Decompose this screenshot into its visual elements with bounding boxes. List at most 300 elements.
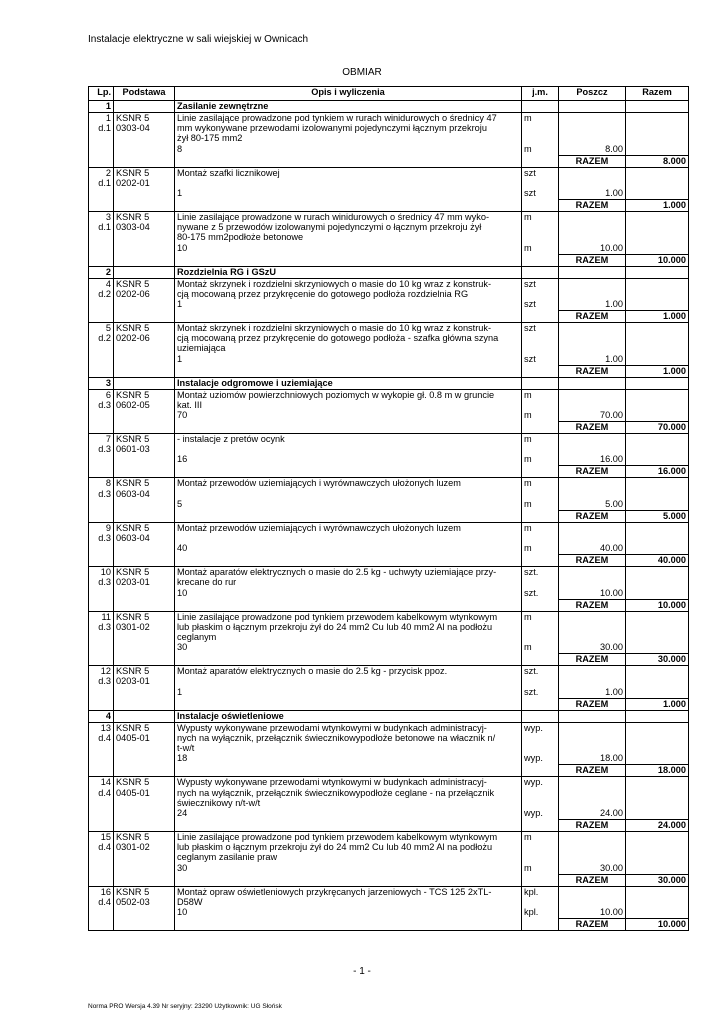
item-poszcz: 10.00: [559, 907, 626, 919]
razem-empty: [175, 874, 522, 886]
section-row: [89, 101, 689, 113]
item-description-line: D58W: [175, 897, 522, 907]
razem-row: [89, 654, 689, 666]
item-calculation: 18: [175, 753, 522, 765]
item-empty: [522, 676, 559, 686]
razem-empty: [114, 311, 175, 323]
item-number: 13: [89, 722, 114, 733]
item-empty: [559, 611, 626, 622]
item-code: 0301-02: [114, 842, 175, 852]
razem-empty: [114, 819, 175, 831]
item-code: 0203-01: [114, 577, 175, 587]
razem-empty: [175, 654, 522, 666]
item-chapter: d.1: [89, 222, 114, 232]
item-calculation: 1: [175, 687, 522, 699]
razem-empty: [114, 918, 175, 930]
item-empty: [626, 343, 689, 353]
razem-value: 10.000: [626, 918, 689, 930]
item-description-line: Montaż uziomów powierzchniowych poziomych w wykopie gł. 0.8 m w gruncie: [175, 389, 522, 400]
razem-value: 1.000: [626, 365, 689, 377]
item-empty: [626, 611, 689, 622]
section-empty: [522, 266, 559, 278]
item-empty: [522, 577, 559, 587]
razem-empty: [175, 365, 522, 377]
document-header: Instalacje elektryczne w sali wiejskiej w Ownicach: [88, 34, 309, 45]
item-empty: [522, 489, 559, 499]
item-empty: [89, 588, 114, 600]
item-empty: [626, 798, 689, 808]
quantity-row: [89, 499, 689, 511]
section-title: Zasilanie zewnętrzne: [175, 101, 522, 113]
item-calculation: 10: [175, 588, 522, 600]
razem-row: [89, 555, 689, 567]
table-row: [89, 123, 689, 133]
item-number: 8: [89, 478, 114, 489]
item-description-line: Montaż przewodów uziemiających i wyrównawczych ułożonych luzem: [175, 522, 522, 533]
razem-value: 1.000: [626, 698, 689, 710]
item-empty: [626, 886, 689, 897]
item-empty: [626, 410, 689, 422]
item-empty: [522, 178, 559, 188]
item-description-line: lub płaskim o łącznym przekroju żył do 24 mm2 Cu lub 40 mm2 Al na podłożu: [175, 842, 522, 852]
item-empty: [626, 676, 689, 686]
section-empty: [114, 710, 175, 722]
section-title: Rozdzielnia RG i GSzU: [175, 266, 522, 278]
item-code: 0405-01: [114, 733, 175, 743]
razem-empty: [114, 765, 175, 777]
item-description-line: Wypusty wykonywane przewodami wtynkowymi w budynkach administracyj-: [175, 777, 522, 788]
table-row: [89, 289, 689, 299]
section-number: 3: [89, 377, 114, 389]
section-empty: [114, 101, 175, 113]
razem-empty: [89, 698, 114, 710]
razem-empty: [114, 510, 175, 522]
item-description-line: - instalacje z pretów ocynk: [175, 434, 522, 445]
item-number: 7: [89, 434, 114, 445]
item-empty: [114, 687, 175, 699]
razem-row: [89, 698, 689, 710]
item-calculation: 40: [175, 543, 522, 555]
item-empty: [559, 886, 626, 897]
razem-empty: [89, 254, 114, 266]
table-row: [89, 842, 689, 852]
item-description-line: Linie zasilające prowadzone w rurach winidurowych o średnicy 47 mm wyko-: [175, 212, 522, 223]
software-footer: Norma PRO Wersja 4.39 Nr seryjny: 23290 Użytkownik: UG Słońsk: [88, 1003, 282, 1010]
item-description-line: [175, 489, 522, 499]
razem-empty: [522, 918, 559, 930]
item-empty: [626, 499, 689, 511]
razem-row: [89, 765, 689, 777]
item-empty: [559, 400, 626, 410]
razem-empty: [114, 155, 175, 167]
item-chapter: d.1: [89, 178, 114, 188]
item-empty: [522, 333, 559, 343]
item-empty: [626, 489, 689, 499]
section-empty: [559, 266, 626, 278]
item-empty: [626, 144, 689, 156]
item-chapter: [89, 632, 114, 642]
item-empty: [559, 222, 626, 232]
section-empty: [559, 710, 626, 722]
razem-empty: [89, 510, 114, 522]
item-empty: [522, 533, 559, 543]
quantity-row: [89, 188, 689, 200]
item-description-line: Montaż skrzynek i rozdzielni skrzyniowych o masie do 10 kg wraz z konstruk-: [175, 323, 522, 334]
razem-empty: [522, 365, 559, 377]
section-empty: [626, 101, 689, 113]
section-empty: [559, 377, 626, 389]
item-calc-unit: m: [522, 642, 559, 654]
razem-label: RAZEM: [559, 654, 626, 666]
item-empty: [626, 222, 689, 232]
razem-empty: [175, 918, 522, 930]
column-header-lp: Lp.: [89, 87, 114, 101]
item-description-line: Linie zasilające prowadzone pod tynkiem w rurach winidurowych o średnicy 47: [175, 113, 522, 124]
item-calculation: 10: [175, 907, 522, 919]
item-empty: [626, 232, 689, 242]
item-calculation: 8: [175, 144, 522, 156]
item-empty: [626, 666, 689, 677]
item-empty: [114, 410, 175, 422]
item-unit: m: [522, 113, 559, 124]
item-empty: [114, 188, 175, 200]
item-description-line: Montaż szafki licznikowej: [175, 167, 522, 178]
razem-label: RAZEM: [559, 874, 626, 886]
item-catalog: KSNR 5: [114, 611, 175, 622]
razem-value: 24.000: [626, 819, 689, 831]
razem-row: [89, 819, 689, 831]
section-row: [89, 266, 689, 278]
razem-value: 30.000: [626, 874, 689, 886]
section-empty: [626, 266, 689, 278]
razem-empty: [114, 599, 175, 611]
item-code: 0603-04: [114, 489, 175, 499]
razem-label: RAZEM: [559, 599, 626, 611]
quantity-row: [89, 144, 689, 156]
item-chapter: d.2: [89, 289, 114, 299]
razem-row: [89, 874, 689, 886]
razem-label: RAZEM: [559, 311, 626, 323]
item-description-line: Montaż aparatów elektrycznych o masie do 2.5 kg - uchwyty uziemiające przy-: [175, 567, 522, 578]
item-chapter: d.3: [89, 533, 114, 543]
razem-row: [89, 155, 689, 167]
table-row: [89, 886, 689, 897]
item-empty: [626, 852, 689, 862]
razem-value: 18.000: [626, 765, 689, 777]
item-empty: [559, 489, 626, 499]
table-row: [89, 676, 689, 686]
razem-empty: [175, 698, 522, 710]
razem-label: RAZEM: [559, 918, 626, 930]
razem-empty: [89, 200, 114, 212]
item-catalog: KSNR 5: [114, 167, 175, 178]
table-row: [89, 133, 689, 143]
item-calc-unit: kpl.: [522, 907, 559, 919]
item-empty: [626, 167, 689, 178]
razem-empty: [89, 422, 114, 434]
item-catalog: KSNR 5: [114, 777, 175, 788]
item-empty: [522, 232, 559, 242]
item-chapter: d.3: [89, 444, 114, 454]
razem-empty: [522, 311, 559, 323]
item-chapter: d.4: [89, 788, 114, 798]
item-number: 11: [89, 611, 114, 622]
razem-empty: [175, 200, 522, 212]
table-row: [89, 733, 689, 743]
razem-value: 70.000: [626, 422, 689, 434]
item-empty: [522, 852, 559, 862]
item-unit: m: [522, 831, 559, 842]
item-empty: [89, 410, 114, 422]
razem-value: 10.000: [626, 599, 689, 611]
item-poszcz: 5.00: [559, 499, 626, 511]
item-poszcz: 1.00: [559, 299, 626, 311]
item-empty: [559, 278, 626, 289]
item-empty: [522, 842, 559, 852]
razem-empty: [89, 555, 114, 567]
item-number: 12: [89, 666, 114, 677]
column-header-opis: Opis i wyliczenia: [175, 87, 522, 101]
item-empty: [522, 289, 559, 299]
table-row: [89, 777, 689, 788]
item-catalog: KSNR 5: [114, 434, 175, 445]
item-code: 0602-05: [114, 400, 175, 410]
item-unit: wyp.: [522, 722, 559, 733]
razem-empty: [114, 698, 175, 710]
item-description-line: Montaż skrzynek i rozdzielni skrzyniowych o masie do 10 kg wraz z konstruk-: [175, 278, 522, 289]
razem-value: 30.000: [626, 654, 689, 666]
quantity-row: [89, 863, 689, 875]
column-header-razem: Razem: [626, 87, 689, 101]
table-row: [89, 577, 689, 587]
section-empty: [114, 377, 175, 389]
item-catalog: KSNR 5: [114, 522, 175, 533]
item-empty: [559, 178, 626, 188]
item-empty: [559, 343, 626, 353]
item-unit: szt.: [522, 567, 559, 578]
table-row: [89, 743, 689, 753]
razem-empty: [114, 200, 175, 212]
item-empty: [626, 178, 689, 188]
item-empty: [89, 454, 114, 466]
section-empty: [114, 266, 175, 278]
item-code: 0202-01: [114, 178, 175, 188]
item-code: 0202-06: [114, 289, 175, 299]
table-row: [89, 798, 689, 808]
item-number: 2: [89, 167, 114, 178]
razem-row: [89, 422, 689, 434]
razem-row: [89, 599, 689, 611]
item-description-line: krecane do rur: [175, 577, 522, 587]
razem-empty: [89, 311, 114, 323]
item-chapter: d.3: [89, 577, 114, 587]
razem-value: 40.000: [626, 555, 689, 567]
razem-empty: [114, 422, 175, 434]
item-number: 16: [89, 886, 114, 897]
table-row: [89, 831, 689, 842]
item-empty: [522, 897, 559, 907]
item-unit: m: [522, 389, 559, 400]
table-row: [89, 178, 689, 188]
item-empty: [114, 863, 175, 875]
item-code: 0303-04: [114, 222, 175, 232]
table-row: [89, 522, 689, 533]
item-description-line: nych na wyłącznik, przełącznik świecznikowypodłoże betonowe na włacznik n/: [175, 733, 522, 743]
item-poszcz: 40.00: [559, 543, 626, 555]
item-description-line: żył 80-175 mm2: [175, 133, 522, 143]
razem-empty: [522, 155, 559, 167]
item-empty: [626, 113, 689, 124]
quantity-row: [89, 454, 689, 466]
table-row: [89, 113, 689, 124]
item-empty: [89, 907, 114, 919]
item-description-line: Montaż aparatów elektrycznych o masie do 2.5 kg - przycisk ppoz.: [175, 666, 522, 677]
item-empty: [626, 753, 689, 765]
razem-value: 1.000: [626, 200, 689, 212]
item-catalog: KSNR 5: [114, 722, 175, 733]
quantity-row: [89, 687, 689, 699]
item-chapter: d.4: [89, 733, 114, 743]
item-number: 1: [89, 113, 114, 124]
table-row: [89, 622, 689, 632]
section-empty: [522, 101, 559, 113]
item-code: 0301-02: [114, 622, 175, 632]
section-title: Instalacje oświetleniowe: [175, 710, 522, 722]
item-poszcz: 16.00: [559, 454, 626, 466]
table-row: [89, 343, 689, 353]
column-header-poszcz: Poszcz: [559, 87, 626, 101]
item-calculation: 10: [175, 243, 522, 255]
item-calc-unit: m: [522, 863, 559, 875]
item-empty: [559, 632, 626, 642]
section-number: 2: [89, 266, 114, 278]
item-empty: [559, 123, 626, 133]
item-description-line: lub płaskim o łącznym przekroju żył do 24 mm2 Cu lub 40 mm2 Al na podłożu: [175, 622, 522, 632]
item-description-line: [175, 676, 522, 686]
item-code: 0202-06: [114, 333, 175, 343]
item-unit: m: [522, 611, 559, 622]
razem-empty: [175, 765, 522, 777]
item-empty: [114, 588, 175, 600]
item-empty: [522, 222, 559, 232]
razem-empty: [175, 466, 522, 478]
quantity-row: [89, 354, 689, 366]
item-chapter: [89, 743, 114, 753]
razem-label: RAZEM: [559, 155, 626, 167]
item-empty: [626, 632, 689, 642]
razem-label: RAZEM: [559, 254, 626, 266]
item-empty: [89, 299, 114, 311]
item-empty: [114, 144, 175, 156]
item-empty: [559, 743, 626, 753]
item-poszcz: 30.00: [559, 642, 626, 654]
item-chapter: d.3: [89, 676, 114, 686]
item-code: 0203-01: [114, 676, 175, 686]
razem-value: 16.000: [626, 466, 689, 478]
item-empty: [89, 499, 114, 511]
item-empty: [626, 722, 689, 733]
item-catalog: KSNR 5: [114, 886, 175, 897]
item-catalog: KSNR 5: [114, 389, 175, 400]
table-row: [89, 212, 689, 223]
item-description-line: 80-175 mm2podłoże betonowe: [175, 232, 522, 242]
item-poszcz: 70.00: [559, 410, 626, 422]
table-row: [89, 788, 689, 798]
item-empty: [559, 622, 626, 632]
razem-label: RAZEM: [559, 466, 626, 478]
item-chapter: d.3: [89, 489, 114, 499]
item-description-line: Wypusty wykonywane przewodami wtynkowymi w budynkach administracyj-: [175, 722, 522, 733]
item-empty: [559, 577, 626, 587]
razem-empty: [89, 365, 114, 377]
item-empty: [522, 622, 559, 632]
razem-label: RAZEM: [559, 698, 626, 710]
item-calculation: 16: [175, 454, 522, 466]
item-empty: [522, 343, 559, 353]
razem-row: [89, 918, 689, 930]
item-empty: [89, 543, 114, 555]
item-description-line: kat. III: [175, 400, 522, 410]
razem-empty: [522, 599, 559, 611]
item-calc-unit: wyp.: [522, 753, 559, 765]
item-catalog: KSNR 5: [114, 831, 175, 842]
item-calc-unit: m: [522, 499, 559, 511]
item-empty: [559, 113, 626, 124]
razem-row: [89, 200, 689, 212]
item-empty: [626, 788, 689, 798]
item-description-line: Montaż opraw oświetleniowych przykręcanych jarzeniowych - TCS 125 2xTL-: [175, 886, 522, 897]
razem-empty: [175, 599, 522, 611]
item-empty: [89, 188, 114, 200]
quantity-row: [89, 642, 689, 654]
item-description-line: nych na wyłącznik, przełącznik świecznikowypodłoże ceglane - na przełącznik: [175, 788, 522, 798]
item-description-line: ceglanym: [175, 632, 522, 642]
razem-empty: [89, 765, 114, 777]
item-unit: kpl.: [522, 886, 559, 897]
item-empty: [522, 788, 559, 798]
item-calculation: 1: [175, 188, 522, 200]
item-unit: m: [522, 212, 559, 223]
item-empty: [559, 434, 626, 445]
item-empty: [559, 323, 626, 334]
razem-label: RAZEM: [559, 422, 626, 434]
razem-empty: [114, 254, 175, 266]
item-empty: [89, 863, 114, 875]
section-number: 4: [89, 710, 114, 722]
table-row: [89, 278, 689, 289]
section-number: 1: [89, 101, 114, 113]
item-empty: [114, 808, 175, 820]
item-empty: [114, 642, 175, 654]
item-calc-unit: szt.: [522, 687, 559, 699]
item-calculation: 30: [175, 863, 522, 875]
razem-empty: [175, 510, 522, 522]
razem-empty: [175, 422, 522, 434]
item-number: 9: [89, 522, 114, 533]
item-empty: [559, 167, 626, 178]
item-chapter: d.3: [89, 400, 114, 410]
item-description-line: ceglanym zasilanie praw: [175, 852, 522, 862]
quantity-row: [89, 907, 689, 919]
item-empty: [559, 788, 626, 798]
item-description-line: uziemiająca: [175, 343, 522, 353]
item-empty: [626, 842, 689, 852]
quantity-row: [89, 410, 689, 422]
razem-empty: [114, 466, 175, 478]
razem-label: RAZEM: [559, 510, 626, 522]
item-empty: [559, 232, 626, 242]
item-empty: [559, 478, 626, 489]
